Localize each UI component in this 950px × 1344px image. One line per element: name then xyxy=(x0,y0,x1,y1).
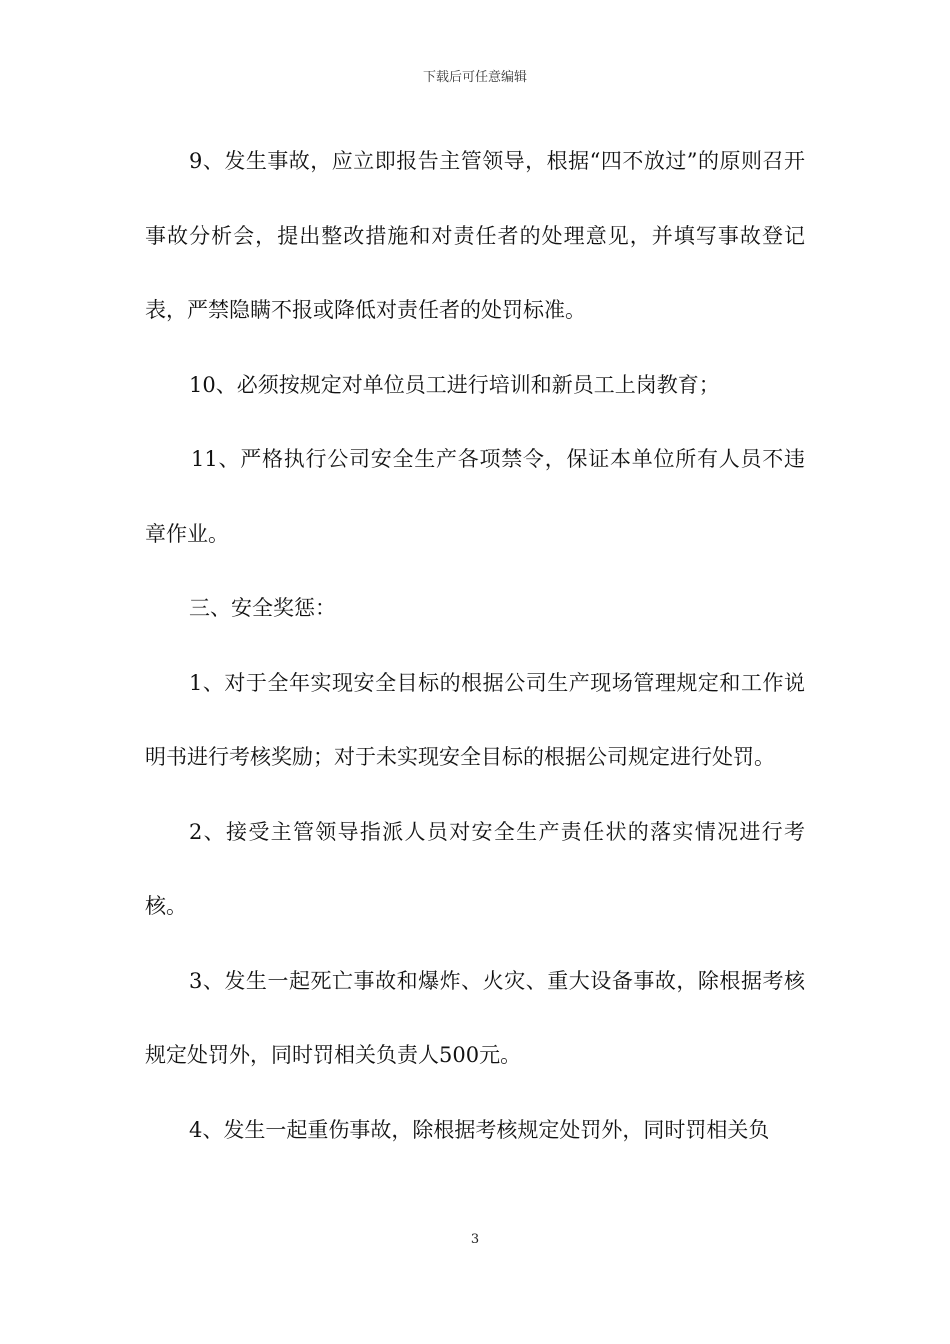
paragraph-reward-1: 1、对于全年实现安全目标的根据公司生产现场管理规定和工作说明书进行考核奖励；对于未实现安全目标的根据公司规定进行处罚。 xyxy=(145,670,805,769)
paragraph-reward-2: 2、接受主管领导指派人员对安全生产责任状的落实情况进行考核。 xyxy=(145,819,805,918)
paragraph-reward-4: 4、发生一起重伤事故，除根据考核规定处罚外，同时罚相关负 xyxy=(189,1117,770,1142)
page-number: 3 xyxy=(470,1232,480,1247)
page-header: 下载后可任意编辑 xyxy=(422,70,527,85)
paragraph-reward-3: 3、发生一起死亡事故和爆炸、火灾、重大设备事故，除根据考核规定处罚外，同时罚相关负责人500元。 xyxy=(145,968,805,1067)
section-heading-rewards-penalties: 三、安全奖惩： xyxy=(189,596,336,620)
paragraph-item-11: 11、严格执行公司安全生产各项禁令，保证本单位所有人员不违章作业。 xyxy=(145,447,805,546)
paragraph-item-10: 10、必须按规定对单位员工进行培训和新员工上岗教育； xyxy=(189,372,720,397)
paragraph-item-9: 9、发生事故，应立即报告主管领导，根据“四不放过”的原则召开事故分析会，提出整改措施和对责任者的处理意见，并填写事故登记表，严禁隐瞒不报或降低对责任者的处罚标准。 xyxy=(145,149,805,322)
document-body xyxy=(145,124,805,1167)
